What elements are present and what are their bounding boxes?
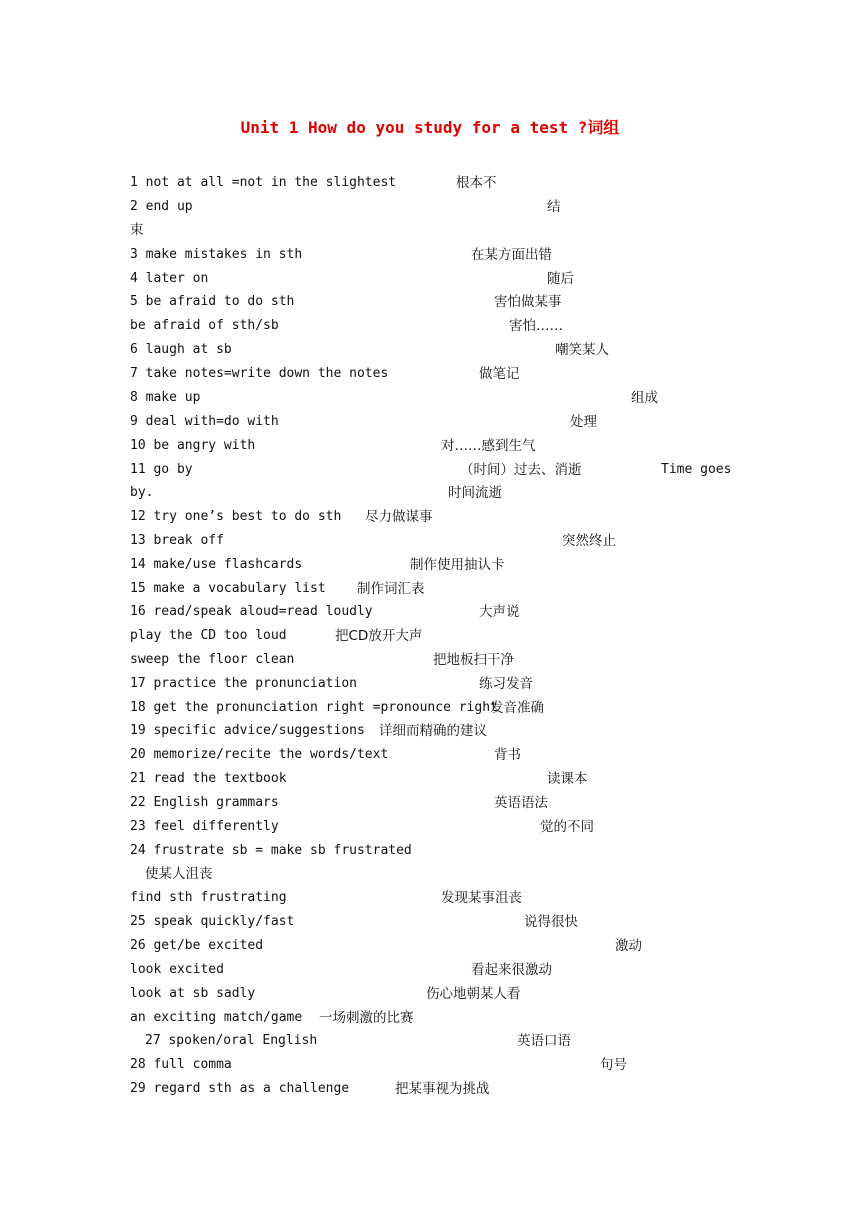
list-item xyxy=(0,482,860,504)
chinese-meaning: 英语口语 xyxy=(517,1033,571,1049)
chinese-meaning: 害怕…… xyxy=(509,318,563,334)
chinese-meaning: 随后 xyxy=(547,271,574,287)
english-phrase: by. xyxy=(130,485,154,500)
chinese-meaning: 背书 xyxy=(494,747,521,763)
chinese-meaning: 制作词汇表 xyxy=(357,581,425,597)
list-item xyxy=(0,411,860,433)
english-phrase: 12 try one’s best to do sth xyxy=(130,509,342,524)
chinese-meaning: 看起来很激动 xyxy=(471,962,552,978)
list-item xyxy=(0,744,860,766)
list-item xyxy=(0,578,860,600)
chinese-meaning: 说得很快 xyxy=(524,914,578,930)
list-item xyxy=(0,768,860,790)
list-item xyxy=(0,935,860,957)
list-item xyxy=(0,959,860,981)
list-item xyxy=(0,601,860,623)
list-item xyxy=(0,387,860,409)
chinese-meaning: 一场刺激的比赛 xyxy=(319,1010,414,1026)
chinese-meaning: 发现某事沮丧 xyxy=(441,890,522,906)
list-item xyxy=(0,792,860,814)
list-item xyxy=(0,1078,860,1100)
list-item xyxy=(0,816,860,838)
english-phrase: 24 frustrate sb = make sb frustrated xyxy=(130,843,412,858)
english-phrase: sweep the floor clean xyxy=(130,652,295,667)
chinese-meaning: 对……感到生气 xyxy=(441,438,536,454)
english-phrase: look excited xyxy=(130,962,224,977)
chinese-meaning: 把某事视为挑战 xyxy=(395,1081,490,1097)
chinese-meaning: 使某人沮丧 xyxy=(145,866,213,882)
list-item xyxy=(0,887,860,909)
list-item xyxy=(0,1030,860,1052)
list-item xyxy=(0,291,860,313)
chinese-meaning: 激动 xyxy=(615,938,642,954)
chinese-meaning: 发音准确 xyxy=(490,700,544,716)
chinese-meaning: 组成 xyxy=(631,390,658,406)
list-item xyxy=(0,863,860,885)
english-phrase: 20 memorize/recite the words/text xyxy=(130,747,389,762)
chinese-meaning: 根本不 xyxy=(456,175,497,191)
chinese-meaning: 时间流逝 xyxy=(448,485,502,501)
english-phrase: 27 spoken/oral English xyxy=(145,1033,318,1048)
list-item xyxy=(0,196,860,218)
chinese-meaning: （时间）过去、消逝 xyxy=(460,462,582,478)
chinese-meaning: 处理 xyxy=(570,414,597,430)
chinese-meaning: 嘲笑某人 xyxy=(555,342,609,358)
english-phrase: 3 make mistakes in sth xyxy=(130,247,303,262)
list-item xyxy=(0,1054,860,1076)
english-phrase: 28 full comma xyxy=(130,1057,232,1072)
chinese-meaning: 做笔记 xyxy=(479,366,520,382)
list-item xyxy=(0,172,860,194)
english-phrase: 6 laugh at sb xyxy=(130,342,232,357)
english-phrase: 1 not at all =not in the slightest xyxy=(130,175,397,190)
list-item xyxy=(0,983,860,1005)
english-phrase: 17 practice the pronunciation xyxy=(130,676,357,691)
english-phrase: 4 later on xyxy=(130,271,209,286)
english-phrase: 16 read/speak aloud=read loudly xyxy=(130,604,373,619)
example-sentence: Time goes xyxy=(661,462,732,477)
english-phrase: find sth frustrating xyxy=(130,890,287,905)
chinese-meaning: 大声说 xyxy=(479,604,520,620)
page-title: Unit 1 How do you study for a test ?词组 xyxy=(240,118,620,137)
chinese-meaning: 觉的不同 xyxy=(540,819,594,835)
english-phrase: 25 speak quickly/fast xyxy=(130,914,295,929)
chinese-meaning: 练习发音 xyxy=(479,676,533,692)
chinese-meaning: 尽力做谋事 xyxy=(365,509,433,525)
chinese-meaning: 制作使用抽认卡 xyxy=(410,557,505,573)
list-item xyxy=(0,530,860,552)
english-phrase: 26 get/be excited xyxy=(130,938,264,953)
english-phrase: 2 end up xyxy=(130,199,193,214)
english-phrase: 14 make/use flashcards xyxy=(130,557,303,572)
english-phrase: play the CD too loud xyxy=(130,628,287,643)
english-phrase: an exciting match/game xyxy=(130,1010,303,1025)
chinese-meaning: 句号 xyxy=(600,1057,627,1073)
list-item xyxy=(0,315,860,337)
english-phrase: 11 go by xyxy=(130,462,193,477)
list-item xyxy=(0,840,860,862)
english-phrase: 15 make a vocabulary list xyxy=(130,581,326,596)
list-item xyxy=(0,219,860,241)
chinese-meaning: 突然终止 xyxy=(562,533,616,549)
list-item xyxy=(0,673,860,695)
chinese-meaning: 把地板扫干净 xyxy=(433,652,514,668)
list-item xyxy=(0,244,860,266)
list-item xyxy=(0,435,860,457)
chinese-meaning: 详细而精确的建议 xyxy=(379,723,487,739)
english-phrase: 21 read the textbook xyxy=(130,771,287,786)
chinese-meaning: 读课本 xyxy=(547,771,588,787)
chinese-meaning: 束 xyxy=(130,222,144,238)
list-item xyxy=(0,268,860,290)
list-item xyxy=(0,1007,860,1029)
english-phrase: be afraid of sth/sb xyxy=(130,318,279,333)
english-phrase: 18 get the pronunciation right =pronounce right xyxy=(130,700,498,715)
english-phrase: 5 be afraid to do sth xyxy=(130,294,295,309)
english-phrase: 8 make up xyxy=(130,390,201,405)
english-phrase: 13 break off xyxy=(130,533,224,548)
list-item xyxy=(0,459,860,481)
chinese-meaning: 伤心地朝某人看 xyxy=(426,986,521,1002)
list-item xyxy=(0,911,860,933)
english-phrase: 29 regard sth as a challenge xyxy=(130,1081,350,1096)
chinese-meaning: 英语语法 xyxy=(494,795,548,811)
list-item xyxy=(0,697,860,719)
list-item xyxy=(0,625,860,647)
list-item xyxy=(0,554,860,576)
list-item xyxy=(0,363,860,385)
list-item xyxy=(0,649,860,671)
chinese-meaning: 在某方面出错 xyxy=(471,247,552,263)
list-item xyxy=(0,720,860,742)
english-phrase: 7 take notes=write down the notes xyxy=(130,366,389,381)
english-phrase: 23 feel differently xyxy=(130,819,279,834)
list-item xyxy=(0,339,860,361)
english-phrase: 9 deal with=do with xyxy=(130,414,279,429)
list-item xyxy=(0,506,860,528)
chinese-meaning: 结 xyxy=(547,199,561,215)
chinese-meaning: 把CD放开大声 xyxy=(335,628,423,644)
english-phrase: look at sb sadly xyxy=(130,986,256,1001)
english-phrase: 10 be angry with xyxy=(130,438,256,453)
chinese-meaning: 害怕做某事 xyxy=(494,294,562,310)
english-phrase: 22 English grammars xyxy=(130,795,279,810)
english-phrase: 19 specific advice/suggestions xyxy=(130,723,365,738)
